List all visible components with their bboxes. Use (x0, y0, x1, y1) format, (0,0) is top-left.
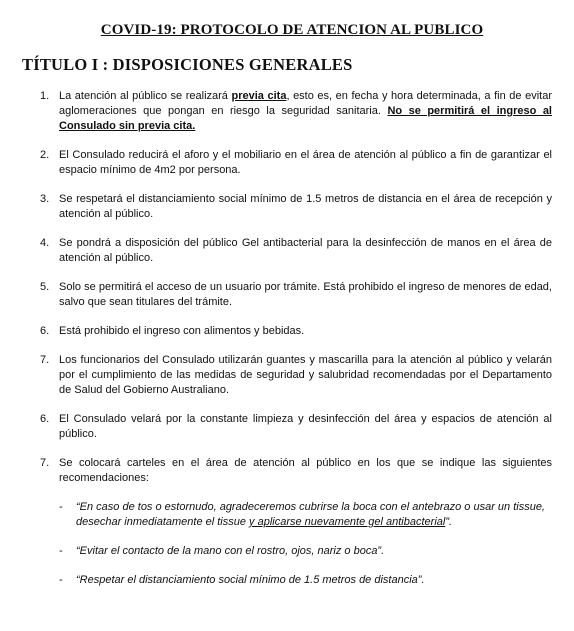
section-title: TÍTULO I : DISPOSICIONES GENERALES (22, 55, 353, 74)
item-number: 2. (40, 149, 50, 161)
item-text: El Consulado reducirá el aforo y el mobiliario en el área de atención al público a fin de garantizar el espacio mínimo de 4m2 por persona. (59, 149, 552, 176)
item-text: Solo se permitirá el acceso de un usuario por trámite. Está prohibido el ingreso de menores de edad, salvo que sean titulares del trámite. (59, 281, 552, 308)
emphasis-no-ingreso: No se permitirá el ingreso al Consulado sin previa cita. (59, 105, 552, 132)
dash-bullet: - (59, 545, 63, 557)
item-text: Está prohibido el ingreso con alimentos y bebidas. (59, 325, 305, 337)
list-item (22, 192, 552, 222)
item-number: 6. (40, 325, 50, 337)
emphasis-previa-cita: previa cita (231, 90, 287, 102)
list-item (22, 353, 552, 398)
list-item (22, 148, 552, 178)
quote-underlined-text: y aplicarse nuevamente gel antibacterial (249, 516, 446, 528)
document-page (0, 22, 574, 631)
item-text: , esto es, en fecha y hora determinada, a fin de evitar aglomeraciones que pongan en riesgo la seguridad sanitaria. (59, 90, 553, 117)
item-number: 7. (40, 354, 50, 366)
dash-bullet: - (59, 501, 63, 513)
document-title: COVID-19: PROTOCOLO DE ATENCION AL PUBLICO (100, 22, 484, 38)
item-text: El Consulado velará por la constante limpieza y desinfección del área y espacios de atención al público. (59, 413, 552, 440)
recommendations-list (22, 500, 552, 588)
item-text: Se respetará el distanciamiento social mínimo de 1.5 metros de distancia en el área de recepción y atención al público. (59, 193, 552, 220)
quote-item (22, 500, 552, 530)
item-number: 3. (40, 193, 50, 205)
quote-item (22, 544, 552, 559)
quote-text: ”. (445, 516, 453, 528)
dash-bullet: - (59, 574, 63, 586)
item-text: Los funcionarios del Consulado utilizarán guantes y mascarilla para la atención al público y velarán por el cumplimiento de las medidas de seguridad y salubridad recomendadas por el Departamento de Salud del Gobierno Australiano. (59, 354, 552, 396)
item-text: Se colocará carteles en el área de atención al público en los que se indique las siguientes recomendaciones: (59, 457, 552, 484)
item-number: 5. (40, 281, 50, 293)
list-item (22, 280, 552, 310)
item-number: 4. (40, 237, 50, 249)
item-number: 7. (40, 457, 50, 469)
list-item (22, 456, 552, 486)
list-item (22, 412, 552, 442)
item-number: 6. (40, 413, 50, 425)
quote-item (22, 573, 552, 588)
protocol-list (22, 89, 552, 486)
quote-text: “Respetar el distanciamiento social mínimo de 1.5 metros de distancia”. (76, 574, 425, 586)
quote-text: “Evitar el contacto de la mano con el rostro, ojos, nariz o boca”. (76, 545, 385, 557)
item-text: Se pondrá a disposición del público Gel antibacterial para la desinfección de manos en el área de atención al público. (59, 237, 552, 264)
quote-text: “En caso de tos o estornudo, agradeceremos cubrirse la boca con el antebrazo o usar un tissue, desechar inmediatamente el tissue (76, 501, 545, 528)
list-item (22, 236, 552, 266)
item-text: La atención al público se realizará (59, 90, 232, 102)
item-number: 1. (40, 90, 50, 102)
list-item (22, 324, 552, 339)
list-item (22, 89, 552, 134)
